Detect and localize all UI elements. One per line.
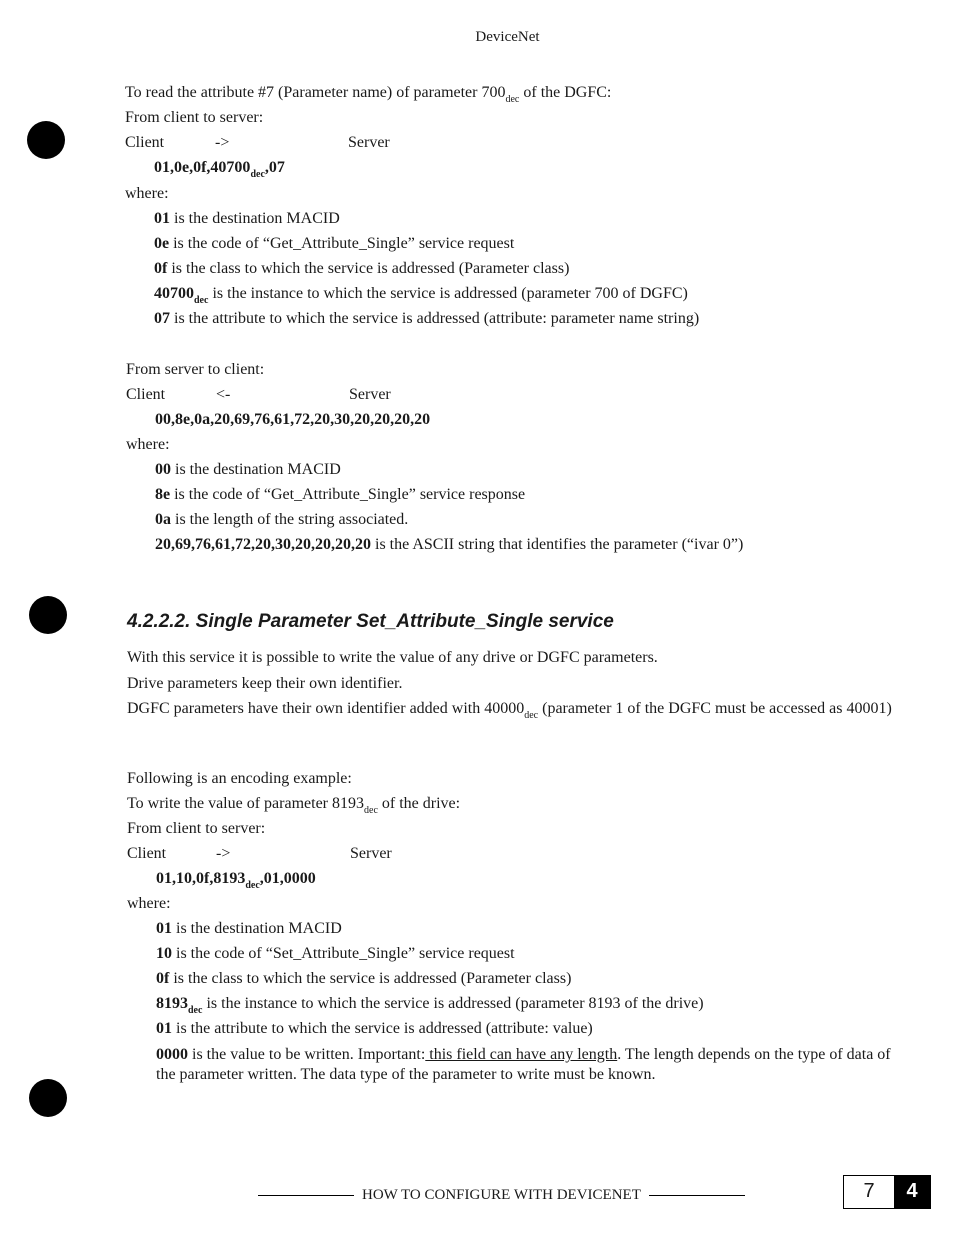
- punch-hole-middle: [29, 596, 67, 634]
- running-header: DeviceNet: [475, 29, 540, 45]
- arrow-right: ->: [215, 134, 230, 151]
- field-description: 00 is the destination MACID: [155, 461, 341, 478]
- where-label: where:: [126, 436, 170, 453]
- server-label: Server: [348, 134, 390, 151]
- direction-server-client: From server to client:: [126, 361, 265, 378]
- field-description: 07 is the attribute to which the service is addressed (attribute: parameter name string): [154, 310, 700, 327]
- field-description-value: 0000 is the value to be written. Important: this field can have any length. The length depends on the type of data of the parameter written. The data type of the parameter to write must be known.: [156, 1046, 891, 1083]
- response-code: 00,8e,0a,20,69,76,61,72,20,30,20,20,20,20: [155, 411, 431, 428]
- field-description: 20,69,76,61,72,20,30,20,20,20,20 is the ASCII string that identifies the parameter (“ivar 0”): [155, 536, 744, 553]
- field-description: 0a is the length of the string associated.: [155, 511, 409, 528]
- read-intro: To read the attribute #7 (Parameter name) of parameter $700_{dec}$ of the DGFC:: [125, 84, 612, 105]
- request-code: $01,0e,0f,40700_{dec},07$: [154, 159, 285, 180]
- page-footer: [258, 1187, 745, 1204]
- client-label: Client: [127, 845, 167, 862]
- where-label: where:: [125, 185, 169, 202]
- arrow-right: ->: [216, 845, 231, 862]
- punch-hole-top: [27, 121, 65, 159]
- footer-title: HOW TO CONFIGURE WITH DEVICENET: [362, 1187, 641, 1203]
- field-description: 0f is the class to which the service is addressed (Parameter class): [156, 970, 572, 987]
- page-number-box: [843, 1175, 931, 1209]
- section-number: 4: [894, 1176, 930, 1208]
- field-description: 01 is the attribute to which the service is addressed (attribute: value): [156, 1020, 593, 1037]
- field-description: 0e is the code of “Get_Attribute_Single” service request: [154, 235, 515, 252]
- server-label: Server: [349, 386, 391, 403]
- field-description: $8193_{dec}$ is the instance to which the service is addressed (parameter 8193 of the drive): [156, 995, 704, 1016]
- arrow-left: <-: [216, 386, 231, 403]
- section-paragraph: DGFC parameters have their own identifier added with $40000_{dec}$ (parameter 1 of the DGFC must be accessed as 40001): [127, 700, 892, 721]
- footer-rule-right: [649, 1195, 745, 1196]
- server-label: Server: [350, 845, 392, 862]
- direction-client-server: From client to server:: [127, 820, 266, 837]
- footer-rule-left: [258, 1195, 354, 1196]
- section-heading: 4.2.2.2. Single Parameter Set_Attribute_Single service: [127, 611, 614, 632]
- where-label: where:: [127, 895, 171, 912]
- request-code: $01,10,0f,8193_{dec},01,0000$: [156, 870, 316, 891]
- field-description: 0f is the class to which the service is addressed (Parameter class): [154, 260, 570, 277]
- client-label: Client: [125, 134, 165, 151]
- field-description: $40700_{dec}$ is the instance to which the service is addressed (parameter 700 of DGFC): [154, 285, 688, 306]
- direction-client-server: From client to server:: [125, 109, 264, 126]
- field-description: 8e is the code of “Get_Attribute_Single” service response: [155, 486, 526, 503]
- punch-hole-bottom: [29, 1079, 67, 1117]
- example-intro: Following is an encoding example:: [127, 770, 352, 787]
- section-paragraph: Drive parameters keep their own identifier.: [127, 675, 403, 692]
- field-description: 10 is the code of “Set_Attribute_Single” service request: [156, 945, 515, 962]
- client-label: Client: [126, 386, 166, 403]
- section-paragraph: With this service it is possible to write the value of any drive or DGFC parameters.: [127, 649, 658, 666]
- field-description: 01 is the destination MACID: [156, 920, 342, 937]
- chapter-number: 7: [863, 1180, 875, 1202]
- field-description: 01 is the destination MACID: [154, 210, 340, 227]
- write-intro: To write the value of parameter $8193_{dec}$ of the drive:: [127, 795, 461, 816]
